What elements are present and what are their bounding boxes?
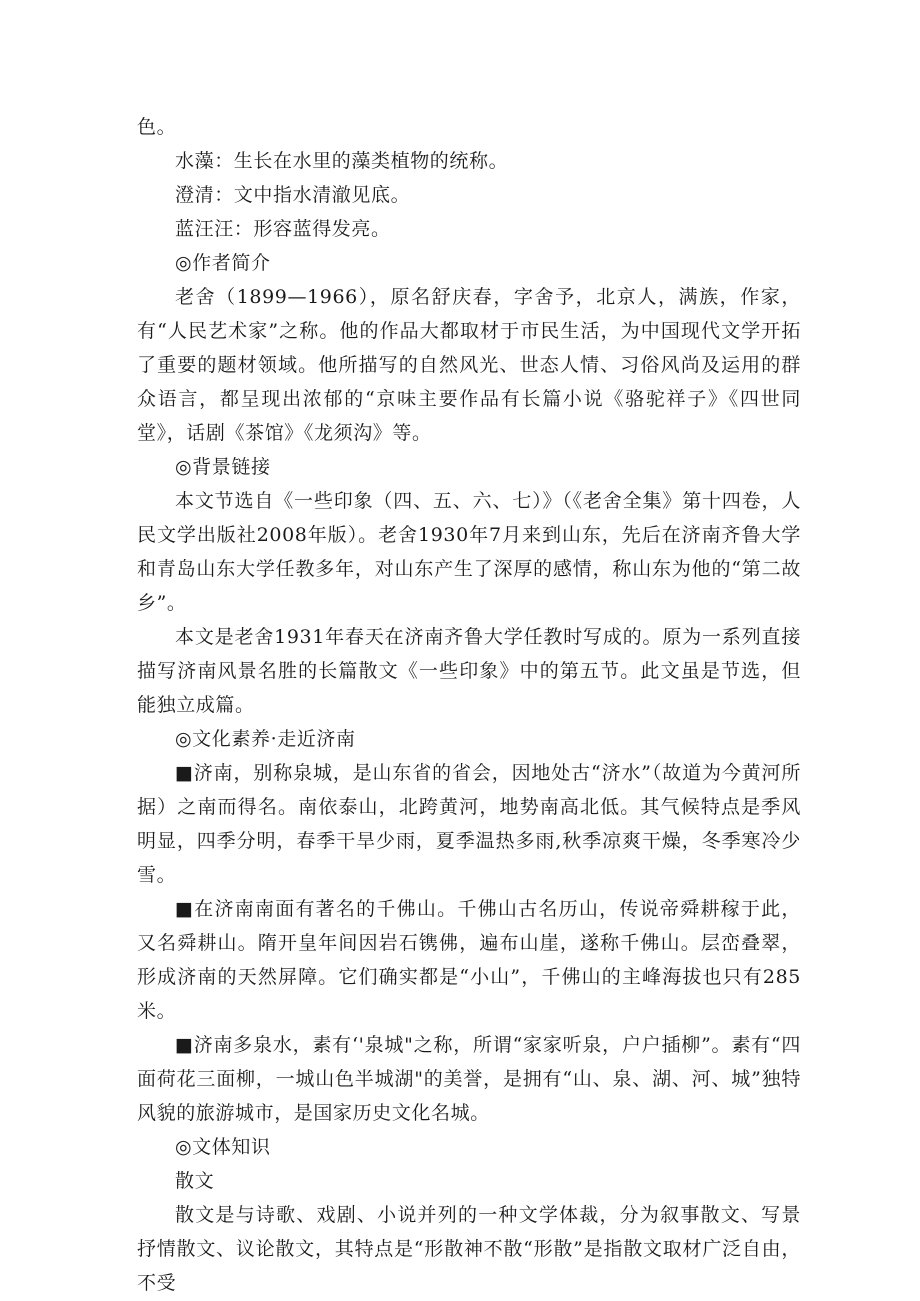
paragraph-author-bio: 老舍（1899—1966），原名舒庆春，字舍予，北京人，满族，作家，有“人民艺术家”之称。他的作品大都取材于市民生活，为中国现代文学开拓了重要的题材领域。他所描写的自然风光、世态人情、习俗风尚及运用的群众语言，都呈现出浓郁的“京味主要作品有长篇小说《骆驼祥子》《四世同堂》，话剧《茶馆》《龙须沟》等。 — [137, 286, 801, 444]
definition-lanwangwang: 蓝汪汪：形容蓝得发亮。 — [175, 218, 391, 240]
paragraph-prose-definition: 散文是与诗歌、戏剧、小说并列的一种文学体裁，分为叙事散文、写景抒情散文、议论散文，其特点是“形散神不散“形散”是指散文取材广泛自由，不受 — [137, 1204, 801, 1294]
section-heading-genre: ◎文体知识 — [175, 1136, 271, 1158]
definition-chengqing: 澄清：文中指水清澈见底。 — [175, 184, 411, 206]
paragraph-continuation: 色。 — [137, 116, 177, 138]
paragraph-background-2: 本文是老舍1931年春天在济南齐鲁大学任教时写成的。原为一系列直接描写济南风景名胜的长篇散文《一些印象》中的第五节。此文虽是节选，但能独立成篇。 — [137, 626, 801, 716]
section-heading-background: ◎背景链接 — [175, 456, 271, 478]
subheading-prose: 散文 — [175, 1170, 215, 1192]
definition-shuizao: 水藻：生长在水里的藻类植物的统称。 — [175, 150, 509, 172]
paragraph-background-1: 本文节选自《一些印象（四、五、六、七）》（《老舍全集》第十四卷，人民文学出版社2008年版）。老舍1930年7月来到山东，先后在济南齐鲁大学和青岛山东大学任教多年，对山东产生了深厚的感情，称山东为他的“第二故乡”。 — [137, 490, 801, 614]
paragraph-jinan-overview: ■济南，别称泉城，是山东省的省会，因地处古“济水”（故道为今黄河所据）之南而得名。南依泰山，北跨黄河，地势南高北低。其气候特点是季风明显，四季分明，春季干旱少雨，夏季温热多雨,秋季凉爽干燥，冬季寒冷少雪。 — [137, 762, 801, 886]
paragraph-springs: ■济南多泉水，素有‘'泉城"之称，所谓“家家听泉，户户插柳”。素有“四面荷花三面柳，一城山色半城湖"的美誉，是拥有“山、泉、湖、河、城”独特风貌的旅游城市，是国家历史文化名城。 — [137, 1034, 801, 1124]
section-heading-author: ◎作者简介 — [175, 252, 271, 274]
paragraph-qianfoshan: ■在济南南面有著名的千佛山。千佛山古名历山，传说帝舜耕稼于此，又名舜耕山。隋开皇年间因岩石镌佛，遍布山崖，遂称千佛山。层峦叠翠，形成济南的天然屏障。它们确实都是“小山”，千佛山的主峰海拔也只有285米。 — [137, 898, 801, 1022]
document-body — [137, 110, 801, 1300]
section-heading-culture: ◎文化素养·走近济南 — [175, 728, 356, 750]
